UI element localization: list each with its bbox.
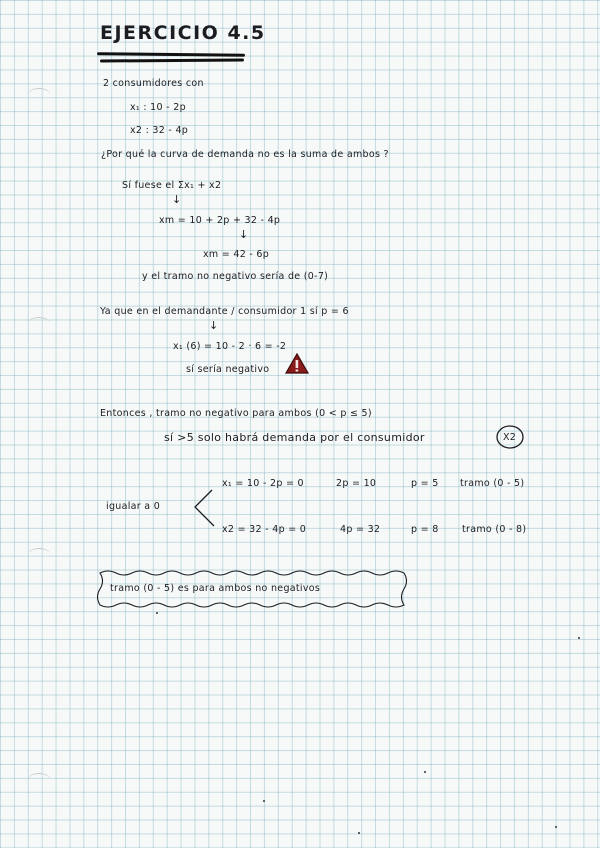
sum-equation: xm = 10 + 2p + 32 - 4p: [159, 215, 281, 226]
x2-equals-zero: x2 = 32 - 4p = 0: [222, 524, 307, 535]
final-conclusion: tramo (0 - 5) es para ambos no negativos: [110, 583, 321, 594]
ink-dot: [578, 637, 580, 639]
ink-dot: [555, 826, 557, 828]
warning-icon: [286, 354, 308, 373]
ink-dot: [424, 771, 426, 773]
x1-price: p = 5: [411, 478, 439, 489]
x1-solve-step: 2p = 10: [336, 478, 377, 489]
ink-dot: [156, 612, 158, 614]
range-statement: y el tramo no negativo sería de (0-7): [142, 271, 329, 282]
down-arrow-icon: ↓: [239, 228, 249, 241]
bracket-mark: [195, 490, 214, 526]
x1-range: tramo (0 - 5): [460, 478, 525, 489]
consumer-two-note: sí >5 solo habrá demanda por el consumidor: [164, 431, 425, 444]
demand-x2: x2 : 32 - 4p: [130, 125, 189, 136]
demand-x1: x₁ : 10 - 2p: [130, 102, 186, 113]
sum-hypothesis: Sí fuese el Σx₁ + x2: [122, 180, 222, 191]
intro-line: 2 consumidores con: [103, 78, 204, 89]
ink-dot: [358, 832, 360, 834]
evaluation-line: x₁ (6) = 10 - 2 · 6 = -2: [173, 341, 287, 352]
conclusion-line: Entonces , tramo no negativo para ambos (0 < p ≤ 5): [100, 408, 372, 419]
negative-note: sí sería negativo: [186, 364, 270, 375]
x2-range: tramo (0 - 8): [462, 524, 527, 535]
down-arrow-icon: ↓: [172, 193, 182, 206]
down-arrow-icon: ↓: [209, 319, 219, 332]
ink-dot: [263, 800, 265, 802]
x2-solve-step: 4p = 32: [340, 524, 381, 535]
question-line: ¿Por qué la curva de demanda no es la suma de ambos ?: [101, 149, 389, 160]
x2-price: p = 8: [411, 524, 439, 535]
market-demand: xm = 42 - 6p: [203, 249, 270, 260]
consumer-one-line: Ya que en el demandante / consumidor 1 sí p = 6: [100, 306, 349, 317]
set-to-zero-label: igualar a 0: [106, 501, 161, 512]
page-title: EJERCICIO 4.5: [100, 22, 266, 44]
x1-equals-zero: x₁ = 10 - 2p = 0: [222, 478, 304, 489]
circled-consumer-label: X2: [503, 432, 517, 443]
